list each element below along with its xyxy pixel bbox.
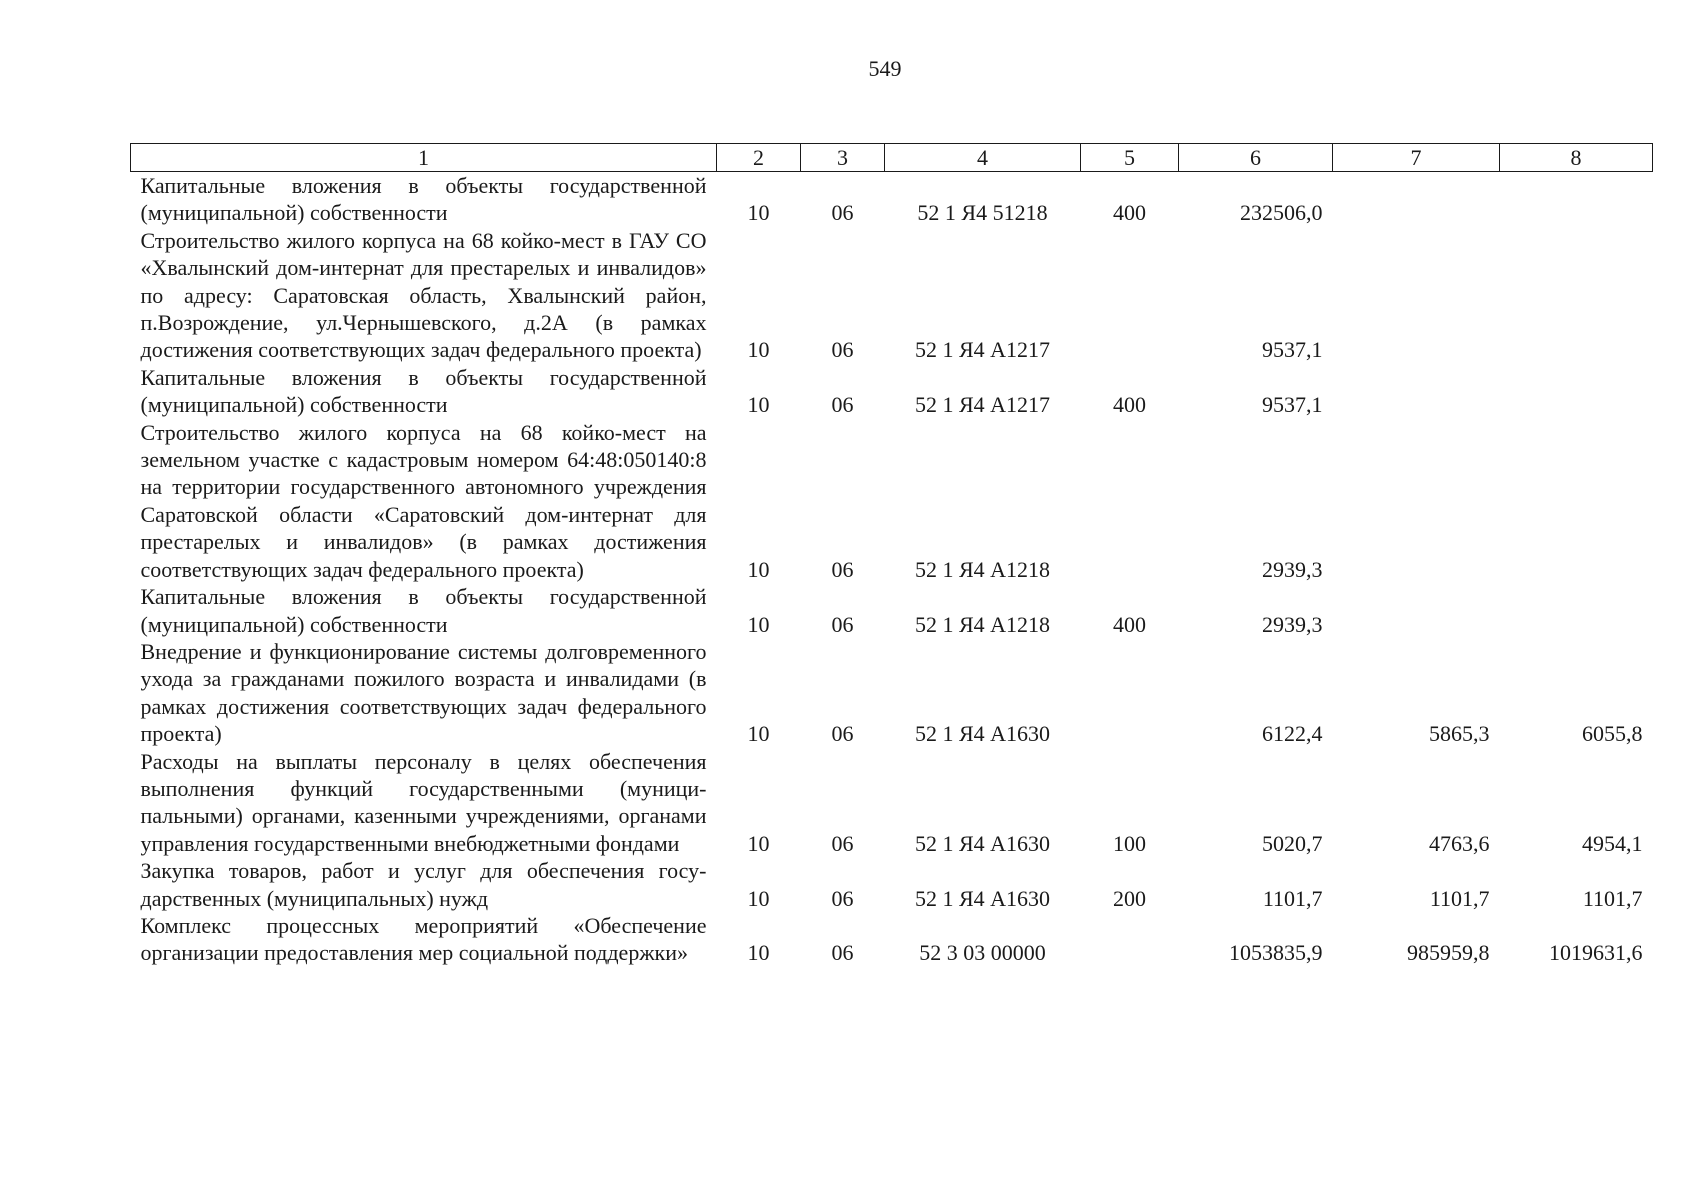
target-article-code: 52 1 Я4 А1217 bbox=[914, 392, 1051, 418]
expense-type-code: 200 bbox=[1113, 885, 1146, 911]
table-row bbox=[131, 364, 1653, 419]
expense-type-code: 400 bbox=[1113, 392, 1146, 418]
amount-year-1: 9537,1 bbox=[1262, 392, 1323, 418]
section-code: 10 bbox=[747, 392, 770, 418]
page-number: 549 bbox=[868, 56, 902, 81]
table-row bbox=[131, 638, 1653, 748]
amount-year-3: 4954,1 bbox=[1582, 830, 1643, 856]
expense-type-code bbox=[1081, 419, 1179, 583]
amount-year-2 bbox=[1333, 172, 1500, 227]
table-row bbox=[131, 748, 1653, 858]
amount-year-1: 6122,4 bbox=[1262, 721, 1323, 747]
amount-year-3 bbox=[1500, 419, 1653, 583]
column-header-7: 7 bbox=[1333, 144, 1500, 172]
expense-type-code bbox=[1081, 638, 1179, 748]
amount-year-3 bbox=[1500, 364, 1653, 419]
table-row bbox=[131, 583, 1653, 638]
section-code: 10 bbox=[747, 200, 770, 226]
target-article-code: 52 1 Я4 51218 bbox=[917, 200, 1048, 226]
subsection-code: 06 bbox=[831, 721, 854, 747]
table-row bbox=[131, 172, 1653, 227]
section-code: 10 bbox=[747, 556, 770, 582]
subsection-code: 06 bbox=[831, 830, 854, 856]
amount-year-1: 1101,7 bbox=[1262, 885, 1323, 911]
amount-year-2 bbox=[1333, 364, 1500, 419]
expense-type-code: 100 bbox=[1113, 830, 1146, 856]
column-header-6: 6 bbox=[1179, 144, 1333, 172]
column-header-4: 4 bbox=[885, 144, 1081, 172]
subsection-code: 06 bbox=[831, 885, 854, 911]
table-row bbox=[131, 227, 1653, 364]
subsection-code: 06 bbox=[831, 556, 854, 582]
amount-year-2: 4763,6 bbox=[1429, 830, 1490, 856]
section-code: 10 bbox=[747, 611, 770, 637]
amount-year-2: 5865,3 bbox=[1429, 721, 1490, 747]
target-article-code: 52 1 Я4 А1217 bbox=[914, 337, 1051, 363]
amount-year-3 bbox=[1500, 172, 1653, 227]
amount-year-1: 1053835,9 bbox=[1229, 940, 1323, 966]
target-article-code: 52 1 Я4 А1218 bbox=[914, 556, 1051, 582]
section-code: 10 bbox=[747, 830, 770, 856]
subsection-code: 06 bbox=[831, 940, 854, 966]
section-code: 10 bbox=[747, 721, 770, 747]
subsection-code: 06 bbox=[831, 611, 854, 637]
target-article-code: 52 1 Я4 А1630 bbox=[914, 721, 1051, 747]
row-name: Расходы на выплаты персоналу в целях обеспечения выполнения функций государственными (муниципальными) органами, казенными учреждениями, органами управления государственными внебюджетными фондами bbox=[140, 748, 707, 856]
subsection-code: 06 bbox=[831, 200, 854, 226]
expense-type-code bbox=[1081, 912, 1179, 967]
section-code: 10 bbox=[747, 940, 770, 966]
amount-year-1: 9537,1 bbox=[1262, 337, 1323, 363]
amount-year-3: 6055,8 bbox=[1582, 721, 1643, 747]
column-header-8: 8 bbox=[1500, 144, 1653, 172]
amount-year-2: 1101,7 bbox=[1429, 885, 1490, 911]
target-article-code: 52 1 Я4 А1630 bbox=[914, 830, 1051, 856]
row-name: Закупка товаров, работ и услуг для обеспечения государственных (муниципальных) нужд bbox=[140, 858, 707, 911]
row-name: Комплекс процессных мероприятий «Обеспечение организации предоставления мер социальной поддержки» bbox=[140, 912, 707, 966]
header-row bbox=[131, 144, 1653, 172]
target-article-code: 52 3 03 00000 bbox=[919, 940, 1046, 966]
section-code: 10 bbox=[747, 337, 770, 363]
section-code: 10 bbox=[747, 885, 770, 911]
amount-year-3: 1101,7 bbox=[1582, 885, 1643, 911]
column-header-1: 1 bbox=[131, 144, 717, 172]
amount-year-2 bbox=[1333, 419, 1500, 583]
amount-year-3 bbox=[1500, 227, 1653, 364]
amount-year-1: 2939,3 bbox=[1262, 611, 1323, 637]
column-header-5: 5 bbox=[1081, 144, 1179, 172]
column-header-2: 2 bbox=[717, 144, 801, 172]
amount-year-3: 1019631,6 bbox=[1549, 940, 1643, 966]
table-row bbox=[131, 912, 1653, 967]
amount-year-2 bbox=[1333, 583, 1500, 638]
budget-table bbox=[130, 143, 1653, 967]
table-row bbox=[131, 857, 1653, 912]
row-name: Строительство жилого корпуса на 68 койко-мест в ГАУ СО «Хвалынский дом-интернат для престарелых и инвалидов» по адресу: Саратовская область, Хвалынский район, п.Возрождение, ул.Чернышевского, д.2А (в рамках достижения соответствующих задач федерального проекта) bbox=[140, 227, 707, 363]
amount-year-1: 232506,0 bbox=[1240, 200, 1323, 226]
row-name: Строительство жилого корпуса на 68 койко-мест на земельном участке с кадастровым номером 64:48:050140:8 на территории государственного автономного учреждения Саратовской области «Саратовский дом-интернат для престарелых и инвалидов» (в рамках достижения соответствующих задач федерального проекта) bbox=[140, 419, 707, 582]
expense-type-code bbox=[1081, 227, 1179, 364]
expense-type-code: 400 bbox=[1113, 611, 1146, 637]
subsection-code: 06 bbox=[831, 337, 854, 363]
row-name: Капитальные вложения в объекты государственной (муниципальной) собственности bbox=[140, 364, 707, 418]
row-name: Внедрение и функционирование системы долговременного ухода за гражданами пожилого возраста и инвалидами (в рамках достижения соответствующих задач федерального проекта) bbox=[140, 638, 707, 747]
subsection-code: 06 bbox=[831, 392, 854, 418]
row-name: Капитальные вложения в объекты государственной (муниципальной) собственности bbox=[140, 584, 707, 637]
amount-year-1: 5020,7 bbox=[1262, 830, 1323, 856]
target-article-code: 52 1 Я4 А1218 bbox=[914, 611, 1051, 637]
table-row bbox=[131, 419, 1653, 583]
target-article-code: 52 1 Я4 А1630 bbox=[914, 885, 1051, 911]
row-name: Капитальные вложения в объекты государственной (муниципальной) собственности bbox=[140, 173, 707, 226]
column-header-3: 3 bbox=[801, 144, 885, 172]
expense-type-code: 400 bbox=[1113, 200, 1146, 226]
amount-year-2: 985959,8 bbox=[1407, 940, 1490, 966]
amount-year-1: 2939,3 bbox=[1262, 556, 1323, 582]
amount-year-2 bbox=[1333, 227, 1500, 364]
amount-year-3 bbox=[1500, 583, 1653, 638]
